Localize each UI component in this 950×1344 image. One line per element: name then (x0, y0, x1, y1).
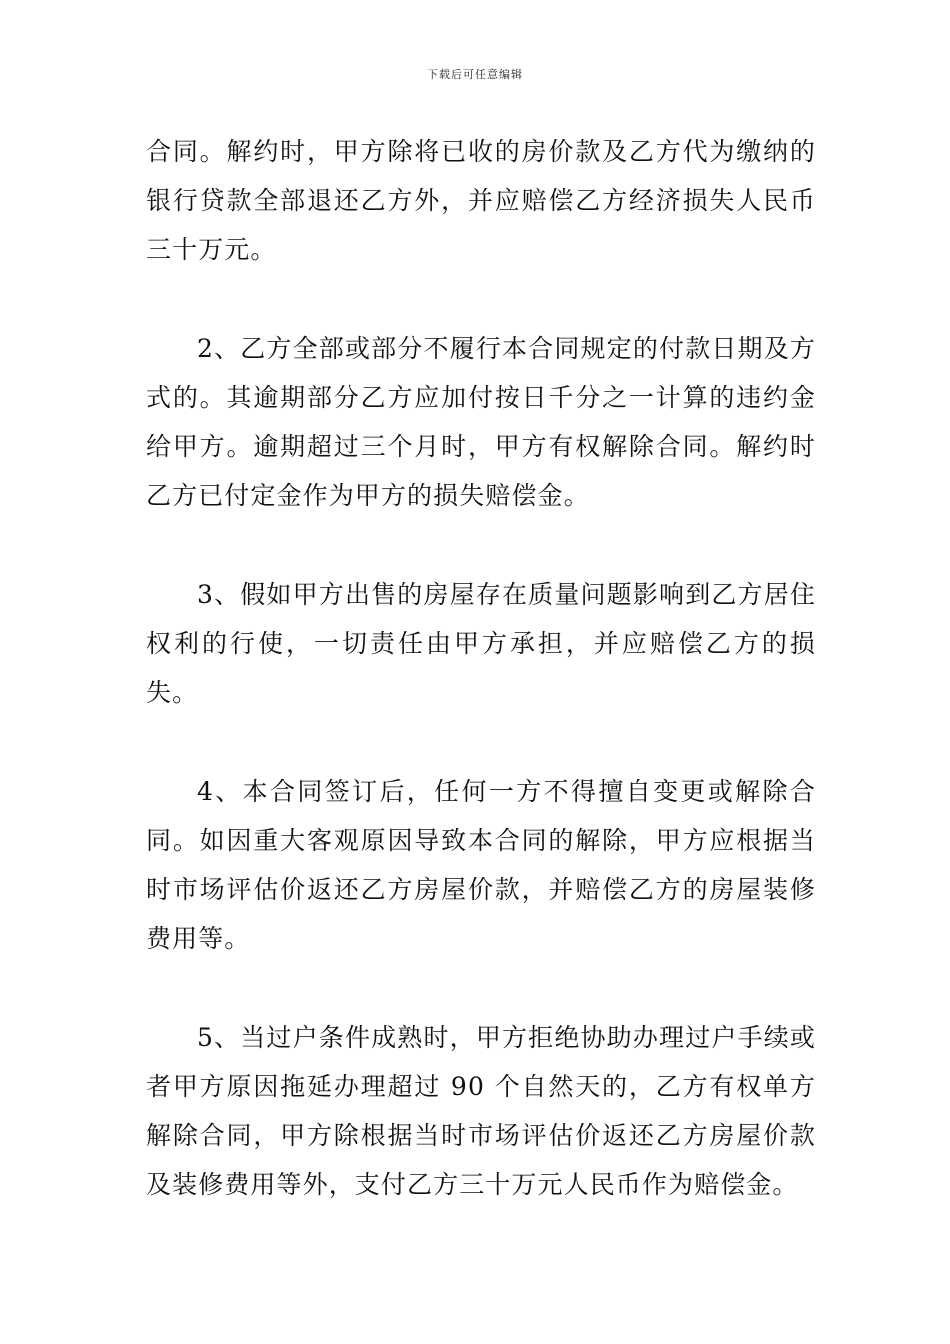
header-note: 下载后可任意编辑 (427, 68, 523, 81)
document-body (146, 127, 816, 1259)
clause-3: 3、假如甲方出售的房屋存在质量问题影响到乙方居住权利的行使，一切责任由甲方承担，并应赔偿乙方的损失。 (146, 580, 816, 707)
clause-4: 4、本合同签订后，任何一方不得擅自变更或解除合同。如因重大客观原因导致本合同的解除，甲方应根据当时市场评估价返还乙方房屋价款，并赔偿乙方的房屋装修费用等。 (146, 777, 816, 953)
clause-2: 2、乙方全部或部分不履行本合同规定的付款日期及方式的。其逾期部分乙方应加付按日千分之一计算的违约金给甲方。逾期超过三个月时，甲方有权解除合同。解约时乙方已付定金作为甲方的损失赔偿金。 (146, 334, 816, 510)
clause-5: 5、当过户条件成熟时，甲方拒绝协助办理过户手续或者甲方原因拖延办理超过 90 个自然天的，乙方有权单方解除合同，甲方除根据当时市场评估价返还乙方房屋价款及装修费用等外，支付乙方三十万元人民币作为赔偿金。 (146, 1023, 816, 1199)
paragraph-continuation: 合同。解约时，甲方除将已收的房价款及乙方代为缴纳的银行贷款全部退还乙方外，并应赔偿乙方经济损失人民币三十万元。 (146, 137, 816, 264)
